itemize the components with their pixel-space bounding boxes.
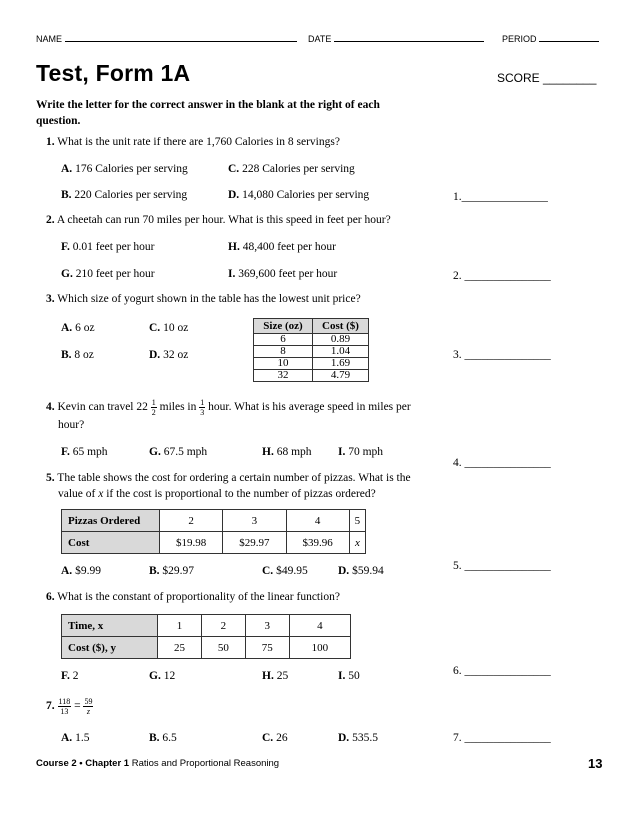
- question-3: 3. Which size of yogurt shown in the table has the lowest unit price?: [46, 293, 361, 305]
- option-3b[interactable]: B. 8 oz: [61, 349, 94, 361]
- table-row: 10 1.69: [254, 358, 369, 370]
- option-2i[interactable]: I. 369,600 feet per hour: [228, 268, 338, 280]
- option-1a[interactable]: A. 176 Calories per serving: [61, 163, 188, 175]
- option-3a[interactable]: A. 6 oz: [61, 322, 95, 334]
- option-6h[interactable]: H. 25: [262, 670, 289, 682]
- question-5-cont: value of x if the cost is proportional to the number of pizzas ordered?: [58, 488, 376, 500]
- table-row: Pizzas Ordered 2 3 4 5: [62, 510, 366, 532]
- time-cost-table: [61, 614, 351, 659]
- answer-blank-5[interactable]: 5. _______________: [453, 560, 551, 572]
- option-4f[interactable]: F. 65 mph: [61, 446, 108, 458]
- option-2g[interactable]: G. 210 feet per hour: [61, 268, 155, 280]
- question-4: 4. Kevin can travel 22 $\frac{1}{2}$ miles in $\frac{1}{3}$ hour. What is his average speed in miles per: [46, 398, 411, 417]
- option-2f[interactable]: F. 0.01 feet per hour: [61, 241, 155, 253]
- page-number: 13: [588, 756, 603, 771]
- option-7c[interactable]: C. 26: [262, 732, 288, 744]
- answer-blank-4[interactable]: 4. _______________: [453, 457, 551, 469]
- option-1b[interactable]: B. 220 Calories per serving: [61, 189, 188, 201]
- option-6i[interactable]: I. 50: [338, 670, 360, 682]
- date-field[interactable]: [334, 41, 484, 42]
- option-7a[interactable]: A. 1.5: [61, 732, 90, 744]
- option-3d[interactable]: D. 32 oz: [149, 349, 189, 361]
- yogurt-table: [253, 318, 369, 382]
- question-1: 1. What is the unit rate if there are 1,760 Calories in 8 servings?: [46, 136, 340, 148]
- answer-blank-1[interactable]: 1._______________: [453, 191, 548, 203]
- option-1c[interactable]: C. 228 Calories per serving: [228, 163, 355, 175]
- name-field[interactable]: [65, 41, 297, 42]
- answer-blank-6[interactable]: 6. _______________: [453, 665, 551, 677]
- option-4h[interactable]: H. 68 mph: [262, 446, 312, 458]
- option-4i[interactable]: I. 70 mph: [338, 446, 384, 458]
- table-header: Size (oz): [254, 319, 313, 334]
- option-3c[interactable]: C. 10 oz: [149, 322, 189, 334]
- question-6: 6. What is the constant of proportionality of the linear function?: [46, 591, 340, 603]
- option-5c[interactable]: C. $49.95: [262, 565, 308, 577]
- table-header: Cost ($): [312, 319, 368, 334]
- option-6g[interactable]: G. 12: [149, 670, 176, 682]
- option-7b[interactable]: B. 6.5: [149, 732, 177, 744]
- score-label: SCORE ________: [497, 71, 597, 85]
- question-5: 5. The table shows the cost for ordering a certain number of pizzas. What is the: [46, 472, 411, 484]
- table-row: Time, x 1 2 3 4: [62, 615, 351, 637]
- table-row: Cost $19.98 $29.97 $39.96 x: [62, 532, 366, 554]
- name-label: NAME: [36, 34, 297, 44]
- table-row: Cost ($), y 25 50 75 100: [62, 637, 351, 659]
- answer-blank-2[interactable]: 2. _______________: [453, 270, 551, 282]
- option-2h[interactable]: H. 48,400 feet per hour: [228, 241, 336, 253]
- answer-blank-7[interactable]: 7. _______________: [453, 732, 551, 744]
- question-2: 2. A cheetah can run 70 miles per hour. What is this speed in feet per hour?: [46, 214, 391, 226]
- question-7: 7. $\frac{118}{13}$ = $\frac{59}{z}$: [46, 697, 93, 716]
- table-row: 6 0.89: [254, 334, 369, 346]
- fraction-one-half: $\frac{1}{2}$: [151, 398, 156, 417]
- option-6f[interactable]: F. 2: [61, 670, 79, 682]
- option-4g[interactable]: G. 67.5 mph: [149, 446, 208, 458]
- page-title: Test, Form 1A: [36, 60, 191, 86]
- table-row: 8 1.04: [254, 346, 369, 358]
- question-4-cont: hour?: [58, 419, 85, 431]
- answer-blank-3[interactable]: 3. _______________: [453, 349, 551, 361]
- period-field[interactable]: [539, 41, 599, 42]
- option-1d[interactable]: D. 14,080 Calories per serving: [228, 189, 370, 201]
- date-label: DATE: [308, 34, 484, 44]
- option-5d[interactable]: D. $59.94: [338, 565, 384, 577]
- option-5b[interactable]: B. $29.97: [149, 565, 195, 577]
- option-7d[interactable]: D. 535.5: [338, 732, 378, 744]
- fraction-lhs: $\frac{118}{13}$: [58, 697, 71, 716]
- instructions: Write the letter for the correct answer in the blank at the right of each question.: [36, 99, 380, 127]
- table-row: 32 4.79: [254, 370, 369, 382]
- fraction-one-third: $\frac{1}{3}$: [200, 398, 205, 417]
- period-label: PERIOD: [502, 34, 599, 44]
- fraction-rhs: $\frac{59}{z}$: [84, 697, 93, 716]
- footer: Course 2 • Chapter 1 Ratios and Proportional Reasoning: [36, 758, 280, 769]
- pizza-table: [61, 509, 366, 554]
- option-5a[interactable]: A. $9.99: [61, 565, 101, 577]
